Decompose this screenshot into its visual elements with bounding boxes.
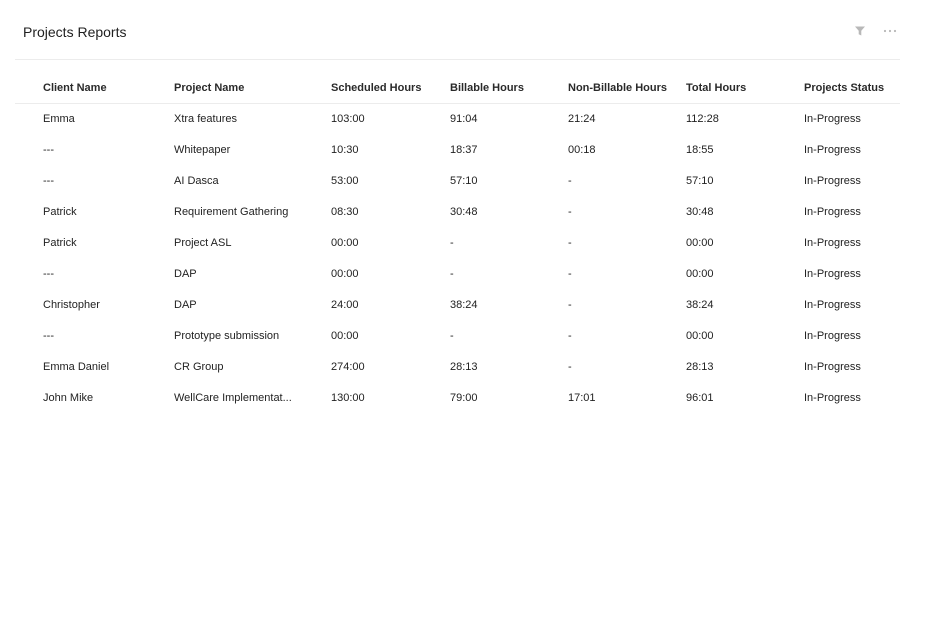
scheduled-hours-cell: 00:00 [331,268,359,280]
project-status-cell: In-Progress [804,268,861,280]
client-name-cell: --- [43,268,54,280]
total-hours-cell: 112:28 [686,113,719,125]
total-hours-cell: 96:01 [686,392,714,404]
client-name-cell: John Mike [43,392,94,404]
non-billable-hours-cell: - [568,237,572,249]
billable-hours-cell: 30:48 [450,206,478,218]
column-header-billable-hours[interactable]: Billable Hours [450,82,524,94]
project-name-cell: AI Dasca [174,175,219,187]
project-status-cell: In-Progress [804,392,861,404]
project-name-cell: WellCare Implementat... [174,392,292,404]
project-name-cell: DAP [174,299,197,311]
client-name-cell: Patrick [43,237,77,249]
total-hours-cell: 38:24 [686,299,714,311]
projects-report-panel [15,0,900,625]
column-header-total-hours[interactable]: Total Hours [686,82,747,94]
total-hours-cell: 00:00 [686,268,714,280]
billable-hours-cell: - [450,237,454,249]
report-header [15,0,900,60]
project-status-cell: In-Progress [804,113,861,125]
filter-icon [854,25,866,37]
client-name-cell: Emma Daniel [43,361,110,373]
table-row[interactable] [15,104,900,135]
column-header-client-name[interactable]: Client Name [43,82,107,94]
report-toolbar [850,22,900,40]
scheduled-hours-cell: 24:00 [331,299,359,311]
table-row[interactable] [15,321,900,352]
scheduled-hours-cell: 10:30 [331,144,359,156]
project-status-cell: In-Progress [804,175,861,187]
table-row[interactable] [15,383,900,414]
table-row[interactable] [15,135,900,166]
non-billable-hours-cell: 00:18 [568,144,596,156]
project-status-cell: In-Progress [804,361,861,373]
page-title: Projects Reports [23,24,127,40]
client-name-cell: --- [43,144,54,156]
billable-hours-cell: 18:37 [450,144,478,156]
total-hours-cell: 18:55 [686,144,714,156]
total-hours-cell: 00:00 [686,237,714,249]
scheduled-hours-cell: 130:00 [331,392,365,404]
billable-hours-cell: - [450,268,454,280]
table-row[interactable] [15,290,900,321]
non-billable-hours-cell: - [568,268,572,280]
project-name-cell: Project ASL [174,237,232,249]
project-name-cell: DAP [174,268,197,280]
non-billable-hours-cell: - [568,299,572,311]
scheduled-hours-cell: 53:00 [331,175,359,187]
column-header-non-billable-hours[interactable]: Non-Billable Hours [568,82,668,94]
table-row[interactable] [15,228,900,259]
column-header-project-name[interactable]: Project Name [174,82,245,94]
client-name-cell: Patrick [43,206,77,218]
scheduled-hours-cell: 00:00 [331,237,359,249]
column-header-scheduled-hours[interactable]: Scheduled Hours [331,82,422,94]
project-name-cell: Whitepaper [174,144,231,156]
more-options-button[interactable] [880,22,900,40]
scheduled-hours-cell: 08:30 [331,206,359,218]
table-row[interactable] [15,259,900,290]
column-header-projects-status[interactable]: Projects Status [804,82,885,94]
billable-hours-cell: 91:04 [450,113,478,125]
client-name-cell: --- [43,175,54,187]
non-billable-hours-cell: - [568,206,572,218]
project-status-cell: In-Progress [804,299,861,311]
scheduled-hours-cell: 103:00 [331,113,365,125]
projects-table [15,74,900,414]
project-status-cell: In-Progress [804,144,861,156]
project-status-cell: In-Progress [804,330,861,342]
total-hours-cell: 30:48 [686,206,714,218]
non-billable-hours-cell: - [568,330,572,342]
table-row[interactable] [15,352,900,383]
table-row[interactable] [15,166,900,197]
project-name-cell: Requirement Gathering [174,206,289,218]
project-status-cell: In-Progress [804,206,861,218]
scheduled-hours-cell: 274:00 [331,361,365,373]
billable-hours-cell: - [450,330,454,342]
total-hours-cell: 00:00 [686,330,714,342]
client-name-cell: Christopher [43,299,100,311]
project-name-cell: CR Group [174,361,224,373]
billable-hours-cell: 28:13 [450,361,478,373]
client-name-cell: Emma [43,113,75,125]
project-name-cell: Xtra features [174,113,237,125]
table-row[interactable] [15,197,900,228]
client-name-cell: --- [43,330,54,342]
project-status-cell: In-Progress [804,237,861,249]
table-body [15,104,900,414]
total-hours-cell: 57:10 [686,175,714,187]
more-horizontal-icon [883,28,897,34]
filter-button[interactable] [850,22,870,40]
billable-hours-cell: 79:00 [450,392,478,404]
total-hours-cell: 28:13 [686,361,714,373]
non-billable-hours-cell: 17:01 [568,392,596,404]
billable-hours-cell: 57:10 [450,175,478,187]
scheduled-hours-cell: 00:00 [331,330,359,342]
table-header-row [15,74,900,104]
billable-hours-cell: 38:24 [450,299,478,311]
non-billable-hours-cell: 21:24 [568,113,596,125]
non-billable-hours-cell: - [568,175,572,187]
project-name-cell: Prototype submission [174,330,280,342]
non-billable-hours-cell: - [568,361,572,373]
